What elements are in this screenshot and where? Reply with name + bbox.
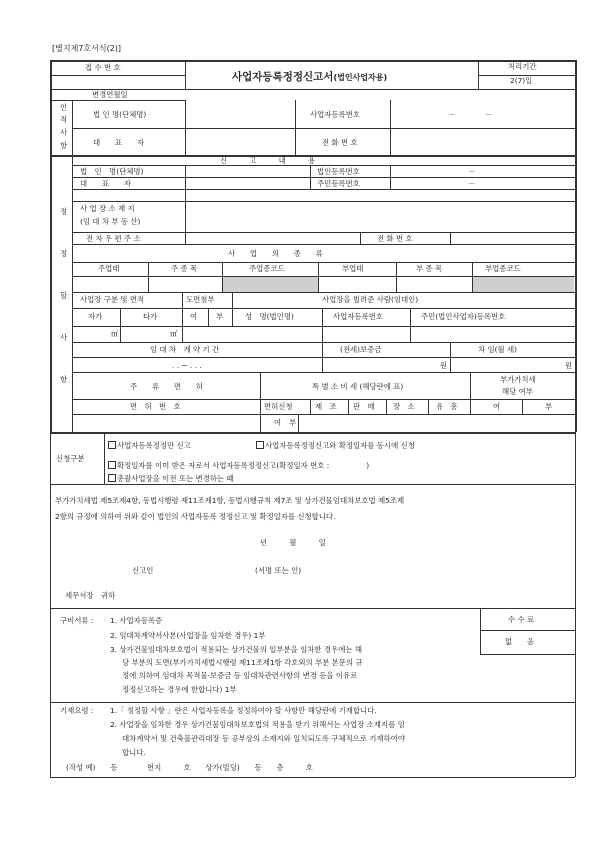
biz-col-sub-type: 부업태 — [342, 264, 364, 273]
correction-rep-label: 대 표 자 — [80, 179, 131, 188]
rent-label: 차 임(월 세) — [478, 345, 518, 354]
applicant-section-label-3: 사 — [60, 128, 68, 137]
correction-section-label-3: 할 — [60, 291, 68, 300]
apply-option-3-text: 확정일자를 이미 받은 자로서 사업자등록정정신고(확정일자 번호 : ) — [117, 461, 370, 470]
floor-plan-yes: 여 — [190, 312, 198, 321]
instruction-item-2-line-3: 합니다. — [122, 748, 146, 757]
form-title-main: 사업자등록정정신고서 — [232, 71, 334, 83]
checkbox-icon[interactable] — [108, 461, 116, 469]
applicant-rep-label: 대 표 자 — [93, 138, 144, 147]
floor-plan-label: 도면첨부 — [186, 295, 215, 304]
area-unit-rented: ㎡ — [170, 329, 178, 338]
biz-col-main-code: 주업종코드 — [249, 264, 285, 273]
apply-option-4[interactable] — [108, 474, 234, 482]
lender-reg-label: 사업자등록번호 — [333, 312, 383, 321]
applicant-section-label-1: 인 — [60, 103, 68, 112]
area-unit-owned: ㎡ — [111, 329, 119, 338]
apply-option-2-text: 사업자등록정정신고와 확정일자를 동시에 신청 — [265, 441, 415, 450]
documents-label: 구비서류 : — [60, 616, 94, 625]
email-label: 전 자 우 편 주 소 — [86, 234, 141, 243]
checkbox-icon[interactable] — [108, 441, 116, 449]
rent-won: 원 — [565, 361, 573, 370]
instruction-item-2-line-1: 2. 사업장을 임차한 경우 상가건물임대차보호법의 적용을 받기 위해서는 사업장 소재지를 임 — [110, 720, 405, 729]
correction-resident-no-label: 주민등록번호 — [317, 179, 360, 188]
checkbox-icon[interactable] — [256, 441, 264, 449]
lease-period-label: 임 대 차 계 약 기 간 — [150, 345, 220, 354]
form-number: [별지제7호서식(2)] — [52, 44, 122, 53]
deposit-won: 원 — [440, 361, 448, 370]
document-item-1: 1. 사업자등록증 — [110, 616, 163, 625]
tax-col-entertainment: 유 흥 — [436, 402, 458, 411]
license-apply-no: 부 — [289, 418, 297, 427]
fee-value: 없 음 — [505, 637, 535, 646]
tax-col-place: 장 소 — [393, 402, 415, 411]
owned-label: 자가 — [88, 312, 103, 321]
statement-line-1: 부가가치세법 제5조제4항, 동법시행령 제11조제1항, 동법시행규칙 제7조 및 상가건물임대차보호법 제5조제 — [55, 496, 405, 505]
special-tax-label: 특 별 소 비 세 (해당란에 표) — [312, 382, 404, 391]
lease-period-value: . . ~ . . . — [172, 361, 202, 370]
main-code-shade — [223, 277, 318, 292]
frame-line — [50, 60, 575, 62]
liquor-license-label: 주 류 면 허 — [130, 382, 203, 391]
lender-label: 사업장을 빌려준 사람(임대인) — [322, 295, 419, 304]
apply-option-4-text: 총괄사업장을 이전 또는 변경하는 때 — [117, 474, 234, 483]
correction-section-label-2: 정 — [60, 249, 68, 258]
correction-section-label-1: 정 — [60, 207, 68, 216]
apply-option-1-text: 사업자등록정정만 신고 — [117, 441, 191, 450]
apply-option-2[interactable] — [256, 441, 415, 449]
tax-col-sale: 판 매 — [353, 402, 375, 411]
correction-resident-no-value: － — [468, 179, 476, 188]
applicant-phone-label: 전 화 번 호 — [322, 138, 358, 147]
signature-placeholder[interactable]: (서명 또는 인) — [255, 566, 302, 575]
instruction-item-2-line-2: 대차계약서 및 건축물관리대장 등 공부상의 소재지와 일치되도록 구체적으로 기재하여야 — [122, 734, 405, 743]
correction-corp-name-label: 법 인 명(단체명) — [80, 167, 144, 176]
biz-col-sub-code: 부업종코드 — [485, 264, 521, 273]
biz-col-main-item: 주 종 목 — [171, 264, 198, 273]
applicant-reg-no-label: 사업자등록번호 — [310, 110, 360, 119]
deposit-label: (전세)보증금 — [340, 345, 382, 354]
instructions-label: 기재요령 : — [60, 706, 94, 715]
addressee: 세무서장 귀하 — [65, 591, 116, 600]
correction-section-label-5: 항 — [60, 375, 68, 384]
license-apply-label: 면허신청 — [264, 402, 293, 411]
apply-type-label: 신청구분 — [56, 454, 85, 463]
statement-date: 년 월 일 — [260, 538, 326, 547]
sub-code-shade — [473, 277, 574, 292]
document-item-2: 2. 임대차계약서사본(사업장을 임차한 경우) 1부 — [110, 631, 266, 640]
processing-label: 처리기간 — [508, 62, 537, 71]
apply-option-1[interactable] — [108, 441, 191, 449]
vat-yes: 여 — [493, 402, 501, 411]
document-item-3-line-1: 3. 상가건물임대차보호법이 적용되는 상가건물의 일부분을 임차한 경우에는 해 — [110, 645, 362, 654]
tax-col-manufacture: 제 조 — [315, 402, 337, 411]
business-type-label: 사 업 의 종 류 — [228, 249, 323, 258]
statement-line-2: 2항의 규정에 의하여 위와 같이 법인의 사업자등록 정정신고 및 확정일자를 신청합니다. — [55, 512, 336, 521]
lender-id-label: 주민(법인사업자)등록번호 — [421, 312, 506, 321]
vat-no: 부 — [545, 402, 553, 411]
applicant-signature-label: 신고인 — [132, 566, 154, 575]
location-label-2: (임 대 차 부 동 산) — [80, 217, 141, 226]
document-item-3-line-2: 당 부분의 도면(부가가치세법시행령 제11조제1항 각호외의 부분 본문의 규 — [122, 658, 363, 667]
site-area-label: 사업장 구분 및 면적 — [80, 295, 145, 304]
document-item-3-line-3: 정에 의하여 임대차 목적물·보증금 등 임대차관련사항의 변경 등을 이유로 — [122, 671, 358, 680]
vat-label-2: 해당 여부 — [502, 387, 533, 396]
form-title — [232, 69, 387, 84]
vat-label-1: 부가가치세 — [500, 375, 536, 384]
applicant-reg-no-value: － － — [448, 110, 493, 119]
instruction-item-1: 1.「 정정할 사항 」란은 사업자등록을 정정하여야 할 사항만 해당란에 기재합니다. — [110, 706, 377, 715]
document-item-3-line-4: 정정신고하는 경우에 한합니다) 1부 — [122, 685, 237, 694]
processing-value: 2(7)일 — [510, 76, 533, 85]
form-title-sub: (법인사업자용) — [333, 73, 388, 82]
location-label-1: 사 업 장 소 재 지 — [80, 204, 135, 213]
receipt-number-label: 접 수 번 호 — [85, 63, 121, 72]
correction-section-label-4: 사 — [60, 333, 68, 342]
correction-corp-reg-value: － — [468, 167, 476, 176]
correction-corp-reg-label: 법인등록번호 — [317, 167, 360, 176]
applicant-section-label-4: 항 — [60, 141, 68, 150]
apply-content-label: 신 고 내 용 — [220, 156, 316, 165]
license-no-label: 면 허 번 호 — [130, 402, 181, 411]
license-apply-yes: 여 — [274, 418, 282, 427]
applicant-section-label-2: 적 — [60, 115, 68, 124]
fee-label: 수 수 료 — [508, 615, 535, 624]
example-line: (작성 예) 동 번지 호 상가(빌딩) 동 층 호 — [66, 763, 313, 772]
correction-phone-label: 전 화 번 호 — [377, 234, 413, 243]
rented-label: 타가 — [143, 312, 158, 321]
checkbox-icon[interactable] — [108, 474, 116, 482]
biz-col-sub-item: 부 종 목 — [416, 264, 443, 273]
lender-name-label: 성 명(법인명) — [245, 312, 294, 321]
apply-option-3[interactable] — [108, 461, 369, 469]
biz-col-main-type: 주업태 — [98, 264, 120, 273]
applicant-corp-name-label: 법 인 명(단체명) — [93, 110, 147, 119]
floor-plan-no: 부 — [216, 312, 224, 321]
change-date-label: 변경연월일 — [92, 90, 128, 99]
